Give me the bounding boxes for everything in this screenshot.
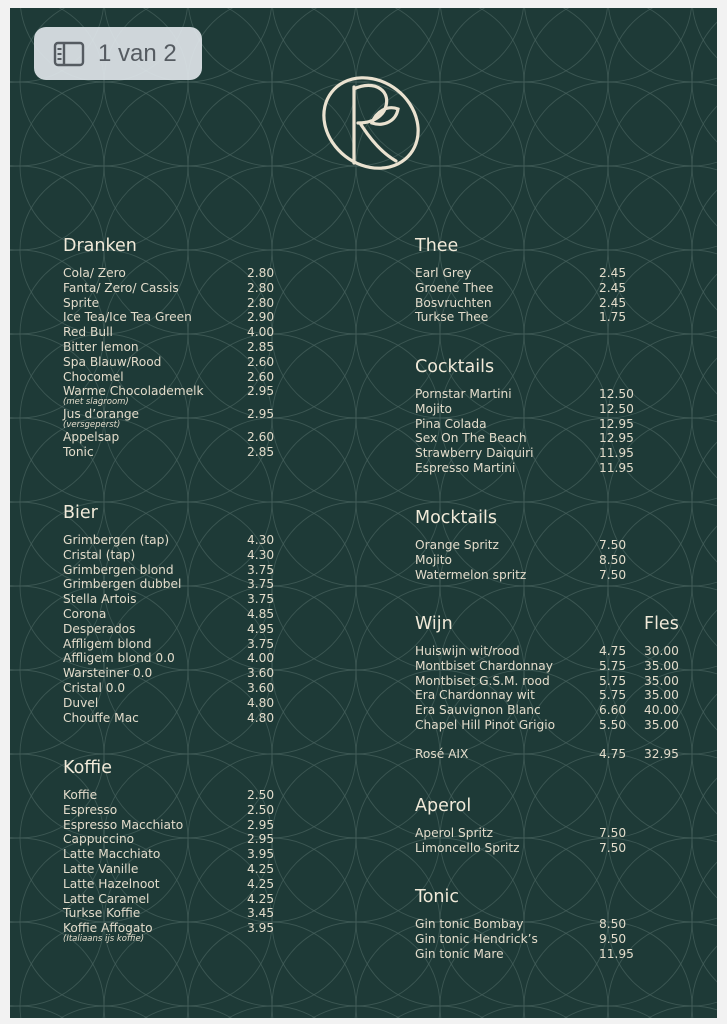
item-name: Huiswijn wit/rood (415, 644, 520, 658)
menu-item (415, 840, 627, 856)
item-price: 4.00 (247, 651, 275, 666)
menu-item (415, 446, 634, 461)
menu-item (63, 621, 275, 637)
menu-section-cocktails (415, 356, 634, 476)
item-bottle-price: 35.00 (644, 717, 679, 732)
item-name: Gin tonic Hendrick’s (415, 931, 538, 946)
item-price: 4.30 (247, 533, 275, 547)
item-price: 9.50 (599, 931, 627, 946)
menu-item (63, 280, 275, 296)
menu-item (63, 861, 275, 877)
item-name: Espresso Macchiato (63, 817, 184, 832)
section-title: Mocktails (415, 508, 497, 528)
menu-item (63, 606, 275, 622)
item-price: 1.75 (599, 310, 627, 325)
item-price: 2.95 (247, 384, 275, 399)
menu-item (63, 369, 275, 385)
item-price: 8.50 (599, 917, 627, 931)
item-bottle-price: 40.00 (644, 703, 679, 718)
item-name: Aperol Spritz (415, 826, 494, 840)
item-name: Watermelon spritz (415, 567, 527, 582)
item-price: 4.80 (247, 695, 275, 710)
item-name: Cappuccino (63, 832, 135, 847)
section-title: Aperol (415, 796, 472, 816)
item-name: Cristal (tap) (63, 547, 136, 562)
menu-item (415, 416, 634, 432)
menu-item (415, 387, 634, 402)
item-name: Red Bull (63, 325, 113, 340)
menu-item (415, 295, 627, 311)
menu-item (63, 876, 275, 892)
item-name: Warme Chocolademelk (63, 384, 204, 399)
item-price: 4.30 (247, 547, 275, 562)
item-name: Fanta/ Zero/ Cassis (63, 280, 179, 295)
item-name: Gin tonic Mare (415, 946, 504, 961)
item-name: Turkse Thee (415, 310, 489, 325)
item-name: Strawberry Daiquiri (415, 446, 534, 461)
item-price: 12.50 (599, 387, 634, 401)
item-name: Espresso (63, 802, 118, 817)
item-name: Corona (63, 606, 107, 621)
item-name: Warsteiner 0.0 (63, 666, 153, 681)
item-name: Era Sauvignon Blanc (415, 703, 541, 718)
menu-item (63, 295, 275, 311)
menu-item (63, 680, 275, 696)
item-name: Bitter lemon (63, 339, 139, 354)
item-price: 2.95 (247, 407, 275, 422)
item-price: 4.80 (247, 710, 275, 725)
item-price: 3.75 (247, 577, 275, 592)
pattern-circle (10, 1006, 104, 1018)
menu-section-tonic (415, 886, 634, 961)
menu-section-koffie (63, 757, 275, 944)
item-name: Grimbergen (tap) (63, 533, 170, 547)
menu-item (415, 266, 627, 281)
menu-section-aperol (415, 795, 627, 856)
item-name: Gin tonic Bombay (415, 917, 524, 931)
item-price: 3.60 (247, 666, 275, 681)
menu-item (415, 931, 627, 947)
menu-item (63, 832, 275, 847)
item-price: 7.50 (599, 567, 627, 582)
menu-item (415, 747, 679, 762)
item-name: Turkse Koffie (63, 906, 141, 921)
menu-item (63, 266, 275, 281)
list-spacer (415, 733, 555, 748)
item-price: 2.45 (599, 280, 627, 295)
menu-item (415, 567, 627, 583)
item-name: Chapel Hill Pinot Grigio (415, 717, 556, 732)
item-price: 4.25 (247, 891, 275, 906)
item-name: Bosvruchten (415, 295, 492, 310)
item-name: Limoncello Spritz (415, 840, 520, 855)
item-name: Latte Macchiato (63, 847, 161, 862)
item-price: 3.95 (247, 921, 275, 936)
menu-item (415, 917, 627, 932)
menu-item (415, 644, 679, 659)
item-price: 2.95 (247, 832, 275, 847)
item-bottle-price: 32.95 (644, 747, 679, 762)
menu-item (415, 946, 634, 962)
item-name: Chocomel (63, 369, 124, 384)
item-price: 11.95 (599, 460, 634, 475)
item-name: Appelsap (63, 429, 120, 444)
item-price: 11.95 (599, 446, 634, 461)
item-name: Espresso Martini (415, 460, 516, 475)
item-price: 7.50 (599, 538, 627, 552)
item-name: Grimbergen blond (63, 562, 174, 577)
item-name: Era Chardonnay wit (415, 688, 535, 703)
menu-item (63, 562, 275, 578)
menu-item (63, 891, 275, 907)
item-name: Cristal 0.0 (63, 680, 126, 695)
item-name: Tonic (63, 444, 94, 459)
menu-item (63, 847, 275, 862)
item-price: 12.95 (599, 431, 634, 446)
item-name: Rosé AIX (415, 747, 469, 762)
menu-item (415, 552, 627, 568)
item-price: 2.80 (247, 266, 275, 280)
pages-icon (53, 41, 85, 67)
menu-item (63, 788, 275, 803)
item-price: 5.75 (599, 673, 627, 688)
menu-item (63, 339, 275, 355)
item-name: Montbiset Chardonnay (415, 658, 553, 673)
item-name: Pornstar Martini (415, 387, 512, 401)
item-name: Mojito (415, 401, 452, 416)
item-name: Montbiset G.S.M. rood (415, 673, 550, 688)
menu-item (415, 673, 679, 689)
item-name: Mojito (415, 552, 452, 567)
item-name: Latte Caramel (63, 891, 150, 906)
item-price: 4.00 (247, 325, 275, 340)
item-name: Jus d’orange (63, 407, 140, 422)
menu-item (63, 817, 275, 833)
item-price: 2.85 (247, 339, 275, 354)
section-title: Tonic (415, 887, 459, 907)
menu-item (415, 703, 679, 718)
pattern-circle (692, 1006, 717, 1018)
menu-item (63, 310, 275, 325)
item-note: (Italiaans ijs koffie) (63, 933, 145, 944)
section-title: Dranken (63, 236, 137, 256)
menu-item (415, 280, 627, 296)
item-price: 2.85 (247, 444, 275, 459)
menu-item (63, 429, 275, 445)
menu-item (415, 826, 627, 841)
item-price: 4.75 (599, 644, 627, 658)
menu-item (63, 547, 275, 563)
menu-item (63, 802, 275, 818)
menu-section-mocktails (415, 507, 627, 582)
item-name: Affligem blond (63, 636, 152, 651)
menu-item (63, 577, 275, 592)
section-title: Koffie (63, 758, 112, 778)
item-name: Stella Artois (63, 592, 137, 607)
item-price: 12.95 (599, 416, 634, 431)
pattern-circle (692, 8, 717, 82)
item-price: 2.60 (247, 354, 275, 369)
item-name: Cola/ Zero (63, 266, 126, 280)
menu-item (415, 538, 627, 553)
menu-section-dranken (63, 235, 275, 460)
pattern-circle (524, 8, 692, 82)
page-indicator-label: 1 van 2 (98, 39, 177, 67)
item-price: 3.75 (247, 636, 275, 651)
item-price: 4.85 (247, 606, 275, 621)
item-price: 2.95 (247, 817, 275, 832)
menu-item (415, 401, 634, 417)
item-price: 2.60 (247, 369, 275, 384)
section-title: Wijn (415, 614, 453, 634)
menu-item (415, 310, 627, 325)
item-price: 3.75 (247, 562, 275, 577)
item-price: 3.45 (247, 906, 275, 921)
item-price: 2.45 (599, 295, 627, 310)
item-price: 3.75 (247, 592, 275, 607)
item-name: Latte Vanille (63, 861, 139, 876)
menu-item (63, 651, 275, 666)
item-price: 2.80 (247, 295, 275, 310)
item-name: Orange Spritz (415, 538, 499, 552)
menu-item (415, 658, 679, 674)
item-price: 4.25 (247, 876, 275, 891)
item-bottle-price: 35.00 (644, 673, 679, 688)
item-price: 8.50 (599, 552, 627, 567)
menu-item (63, 444, 275, 460)
item-price: 3.95 (247, 847, 275, 862)
item-price: 2.60 (247, 429, 275, 444)
item-name: Sprite (63, 295, 100, 310)
item-name: Desperados (63, 621, 136, 636)
item-price: 2.90 (247, 310, 275, 325)
item-name: Spa Blauw/Rood (63, 354, 162, 369)
section-title: Thee (415, 236, 459, 256)
item-price: 5.75 (599, 688, 627, 703)
menu-item (63, 592, 275, 607)
menu-item (63, 906, 275, 921)
item-note: (versgeperst) (63, 419, 121, 430)
item-name: Earl Grey (415, 266, 472, 280)
item-price: 5.50 (599, 717, 627, 732)
item-name: Pina Colada (415, 416, 487, 431)
menu-item (63, 533, 275, 548)
item-bottle-price: 35.00 (644, 658, 679, 673)
menu-section-wijn (415, 613, 679, 762)
menu-item (63, 354, 275, 370)
menu-item (63, 666, 275, 681)
item-price: 3.60 (247, 680, 275, 695)
menu-item (415, 460, 634, 476)
menu-page (10, 8, 717, 1018)
menu-section-thee (415, 235, 627, 325)
menu-item (415, 431, 634, 446)
item-price: 4.25 (247, 861, 275, 876)
bottle-price-header: Fles (644, 614, 679, 634)
item-name: Latte Hazelnoot (63, 876, 160, 891)
item-price: 4.95 (247, 621, 275, 636)
item-price: 2.80 (247, 280, 275, 295)
item-price: 5.75 (599, 658, 627, 673)
item-name: Koffie (63, 788, 98, 802)
menu-item (415, 688, 679, 703)
item-price: 2.50 (247, 802, 275, 817)
item-bottle-price: 30.00 (644, 644, 679, 658)
item-price: 2.45 (599, 266, 627, 280)
menu-item (63, 710, 275, 726)
item-price: 7.50 (599, 826, 627, 840)
item-note: (met slagroom) (63, 397, 129, 408)
item-name: Duvel (63, 695, 99, 710)
menu-item (63, 636, 275, 652)
item-bottle-price: 35.00 (644, 688, 679, 703)
menu-section-bier (63, 502, 275, 725)
item-name: Chouffe Mac (63, 710, 139, 725)
item-price: 4.75 (599, 747, 627, 762)
item-price: 6.60 (599, 703, 627, 718)
menu-item (63, 325, 275, 340)
item-price: 2.50 (247, 788, 275, 802)
restaurant-logo (316, 65, 426, 181)
section-title: Cocktails (415, 357, 495, 377)
item-name: Sex On The Beach (415, 431, 527, 446)
item-name: Koffie Affogato (63, 921, 153, 936)
item-name: Ice Tea/Ice Tea Green (63, 310, 192, 325)
menu-item (415, 717, 679, 733)
item-price: 11.95 (599, 946, 634, 961)
item-price: 7.50 (599, 840, 627, 855)
page-indicator[interactable] (34, 27, 202, 80)
item-price: 12.50 (599, 401, 634, 416)
item-name: Groene Thee (415, 280, 494, 295)
item-name: Affligem blond 0.0 (63, 651, 175, 666)
pattern-circle (440, 8, 608, 82)
menu-item (63, 695, 275, 711)
section-title: Bier (63, 503, 98, 523)
item-name: Grimbergen dubbel (63, 577, 182, 592)
